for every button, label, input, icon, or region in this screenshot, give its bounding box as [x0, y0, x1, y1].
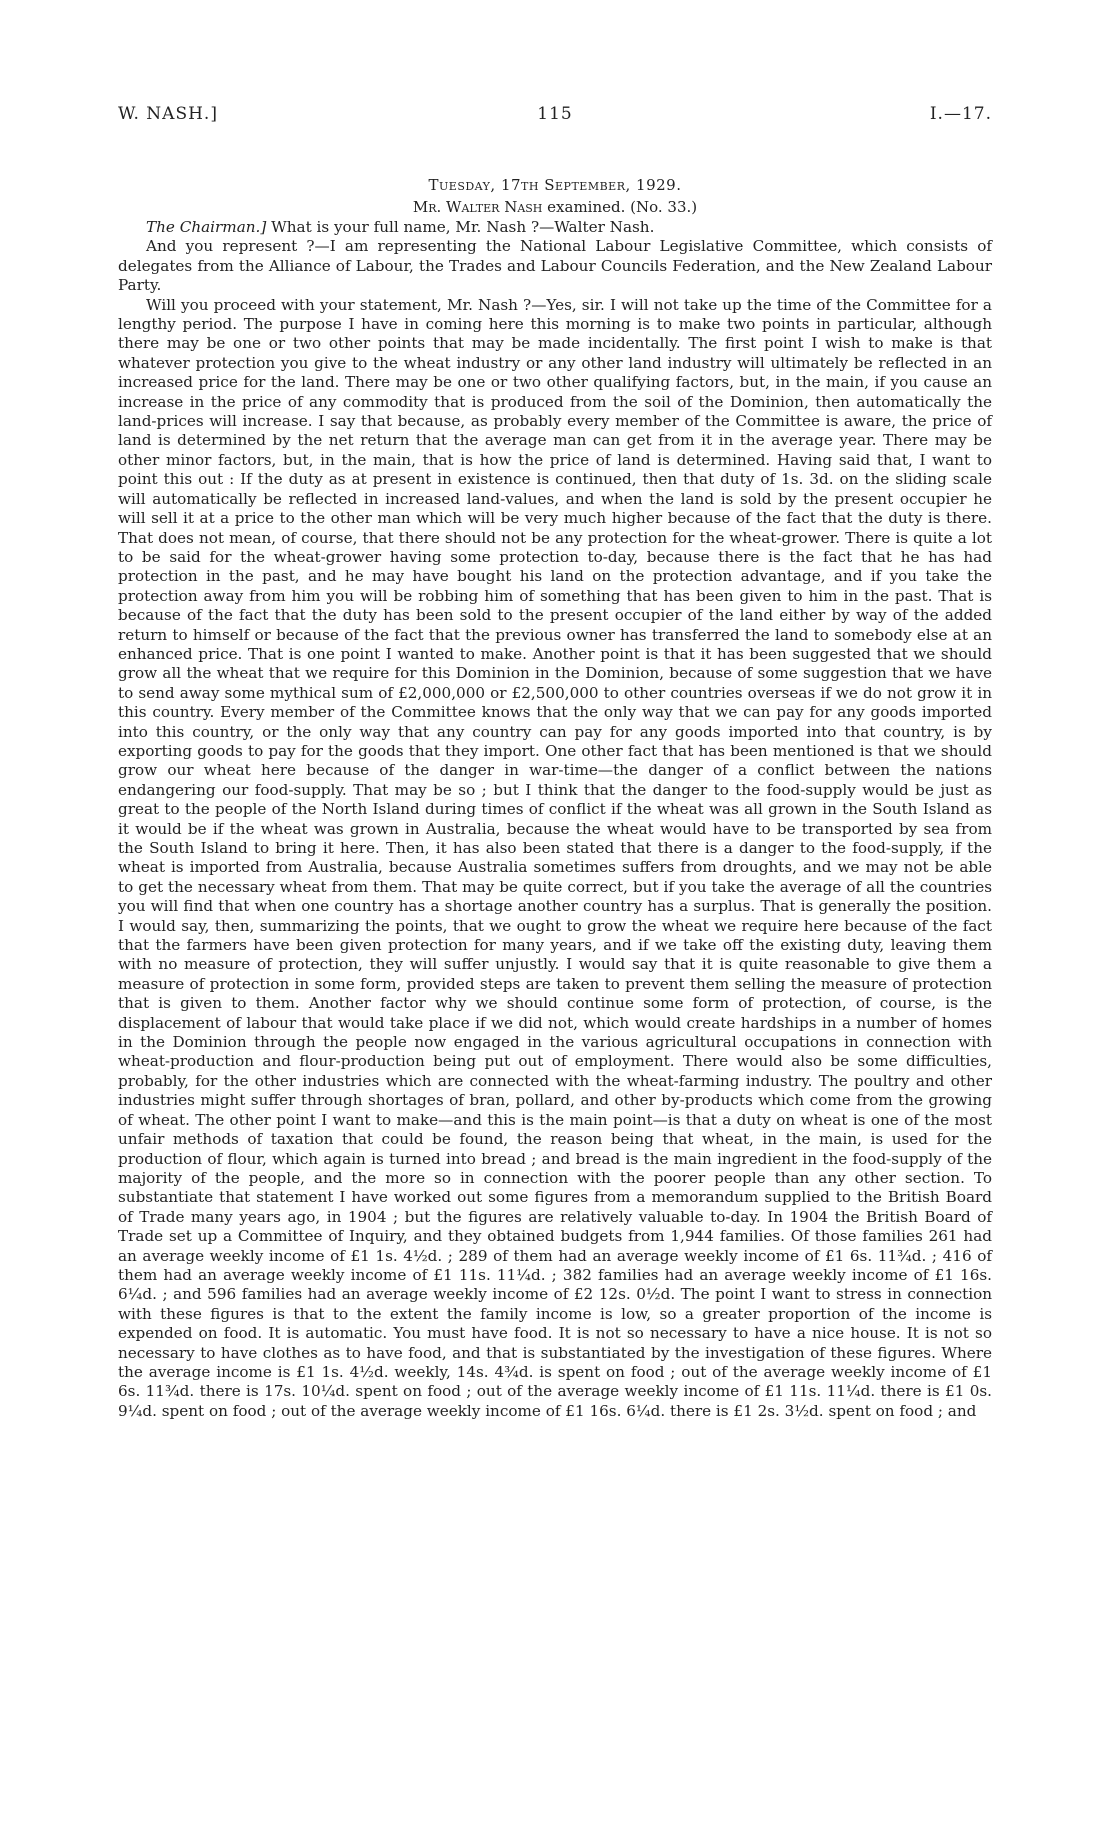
testimony-paragraph [118, 237, 992, 295]
document-reference: I.—17. [929, 104, 992, 124]
witness-line [118, 198, 992, 216]
witness-examination-note: examined. (No. 33.) [542, 198, 698, 216]
testimony-paragraph [118, 218, 992, 237]
paragraph-text: What is your full name, Mr. Nash ?—Walter Nash. [266, 218, 655, 236]
paragraph-text: And you represent ?—I am representing the National Labour Legislative Committee, which consists of delegates from the Alliance of Labour, the Trades and Labour Councils Federation, and the New Zealand Labour Party. [118, 237, 992, 295]
witness-name: Mr. Walter Nash [412, 198, 543, 216]
running-header [118, 104, 992, 134]
testimony-body [118, 218, 992, 1421]
session-date: Tuesday, 17th September, 1929. [428, 176, 682, 194]
header-witness-name: W. NASH.] [118, 104, 218, 124]
testimony-paragraph [118, 296, 992, 1422]
speaker-label: The Chairman.] [146, 218, 267, 236]
document-page [118, 104, 992, 1421]
paragraph-text: Will you proceed with your statement, Mr. Nash ?—Yes, sir. I will not take up the time of the Committee for a lengthy period. The purpose I have in coming here this morning is to make two points in particular, although there may be one or two other points that may be made incidentally. The first point I wish to make is that whatever protection you give to the wheat industry or any other land industry will ultimately be reflected in an increased price for the land. There may be one or two other qualifying factors, but, in the main, if you cause an increase in the price of any commodity that is produced from the soil of the Dominion, then automatically the land-prices will increase. I say that because, as probably every member of the Committee is aware, the price of land is determined by the net return that the average man can get from it in the average year. There may be other minor factors, but, in the main, that is how the price of land is determined. Having said that, I want to point this out : If the duty as at present in existence is continued, then that duty of 1s. 3d. on the sliding scale will automatically be reflected in increased land-values, and when the land is sold by the present occupier he will sell it at a price to the other man which will be very much higher because of the fact that the duty is there. That does not mean, of course, that there should not be any protection for the wheat-grower. There is quite a lot to be said for the wheat-grower having some protection to-day, because there is the fact that he has had protection in the past, and he may have bought his land on the protection advantage, and if you take the protection away from him you will be robbing him of something that has been given to him in the past. That is because of the fact that the duty has been sold to the present occupier of the land either by way of the added return to himself or because of the fact that the previous owner has transferred the land to somebody else at an enhanced price. That is one point I wanted to make. Another point is that it has been suggested that we should grow all the wheat that we require for this Dominion in the Dominion, because of some suggestion that we have to send away some mythical sum of £2,000,000 or £2,500,000 to other countries overseas if we do not grow it in this country. Every member of the Committee knows that the only way that we can pay for any goods imported into this country, or the only way that any country can pay for any goods imported into that country, is by exporting goods to pay for the goods that they import. One other fact that has been mentioned is that we should grow our wheat here because of the danger in war-time—the danger of a conflict between the nations endangering our food-supply. That may be so ; but I think that the danger to the food-supply would be just as great to the people of the North Island during times of conflict if the wheat was all grown in the South Island as it would be if the wheat was grown in Australia, because the wheat would have to be transported by sea from the South Island to bring it here. Then, it has also been stated that there is a danger to the food-supply, if the wheat is imported from Australia, because Australia sometimes suffers from droughts, and we may not be able to get the necessary wheat from them. That may be quite correct, but if you take the average of all the countries you will find that when one country has a shortage another country has a surplus. That is generally the position. I would say, then, summarizing the points, that we ought to grow the wheat we require here because of the fact that the farmers have been given protection for many years, and if we take off the existing duty, leaving them with no measure of protection, they will suffer unjustly. I would say that it is quite reasonable to give them a measure of protection in some form, provided steps are taken to prevent them selling the measure of protection that is given to them. Another factor why we should continue some form of protection, of course, is the displacement of labour that would take place if we did not, which would create hardships in a number of homes in the Dominion through the people now engaged in the various agricultural occupations in connection with wheat-production and flour-production being put out of employment. There would also be some difficulties, probably, for the other industries which are connected with the wheat-farming industry. The poultry and other industries might suffer through shortages of bran, pollard, and other by-products which come from the growing of wheat. The other point I want to make—and this is the main point—is that a duty on wheat is one of the most unfair methods of taxation that could be found, the reason being that wheat, in the main, is used for the production of flour, which again is turned into bread ; and bread is the main ingredient in the food-supply of the majority of the people, and the more so in connection with the poorer people than any other section. To substantiate that statement I have worked out some figures from a memorandum supplied to the British Board of Trade many years ago, in 1904 ; but the figures are relatively valuable to-day. In 1904 the British Board of Trade set up a Committee of Inquiry, and they obtained budgets from 1,944 families. Of those families 261 had an average weekly income of £1 1s. 4½d. ; 289 of them had an average weekly income of £1 6s. 11¾d. ; 416 of them had an average weekly income of £1 11s. 11¼d. ; 382 families had an average weekly income of £1 16s. 6¼d. ; and 596 families had an average weekly income of £2 12s. 0½d. The point I want to stress in connection with these figures is that to the extent the family income is low, so a greater proportion of the income is expended on food. It is automatic. You must have food. It is not so necessary to have a nice house. It is not so necessary to have clothes as to have food, and that is substantiated by the investigation of these figures. Where the average income is £1 1s. 4½d. weekly, 14s. 4¾d. is spent on food ; out of the average weekly income of £1 6s. 11¾d. there is 17s. 10¼d. spent on food ; out of the average weekly income of £1 11s. 11¼d. there is £1 0s. 9¼d. spent on food ; out of the average weekly income of £1 16s. 6¼d. there is £1 2s. 3½d. spent on food ; and [118, 295, 992, 1420]
page-number: 115 [537, 104, 573, 124]
